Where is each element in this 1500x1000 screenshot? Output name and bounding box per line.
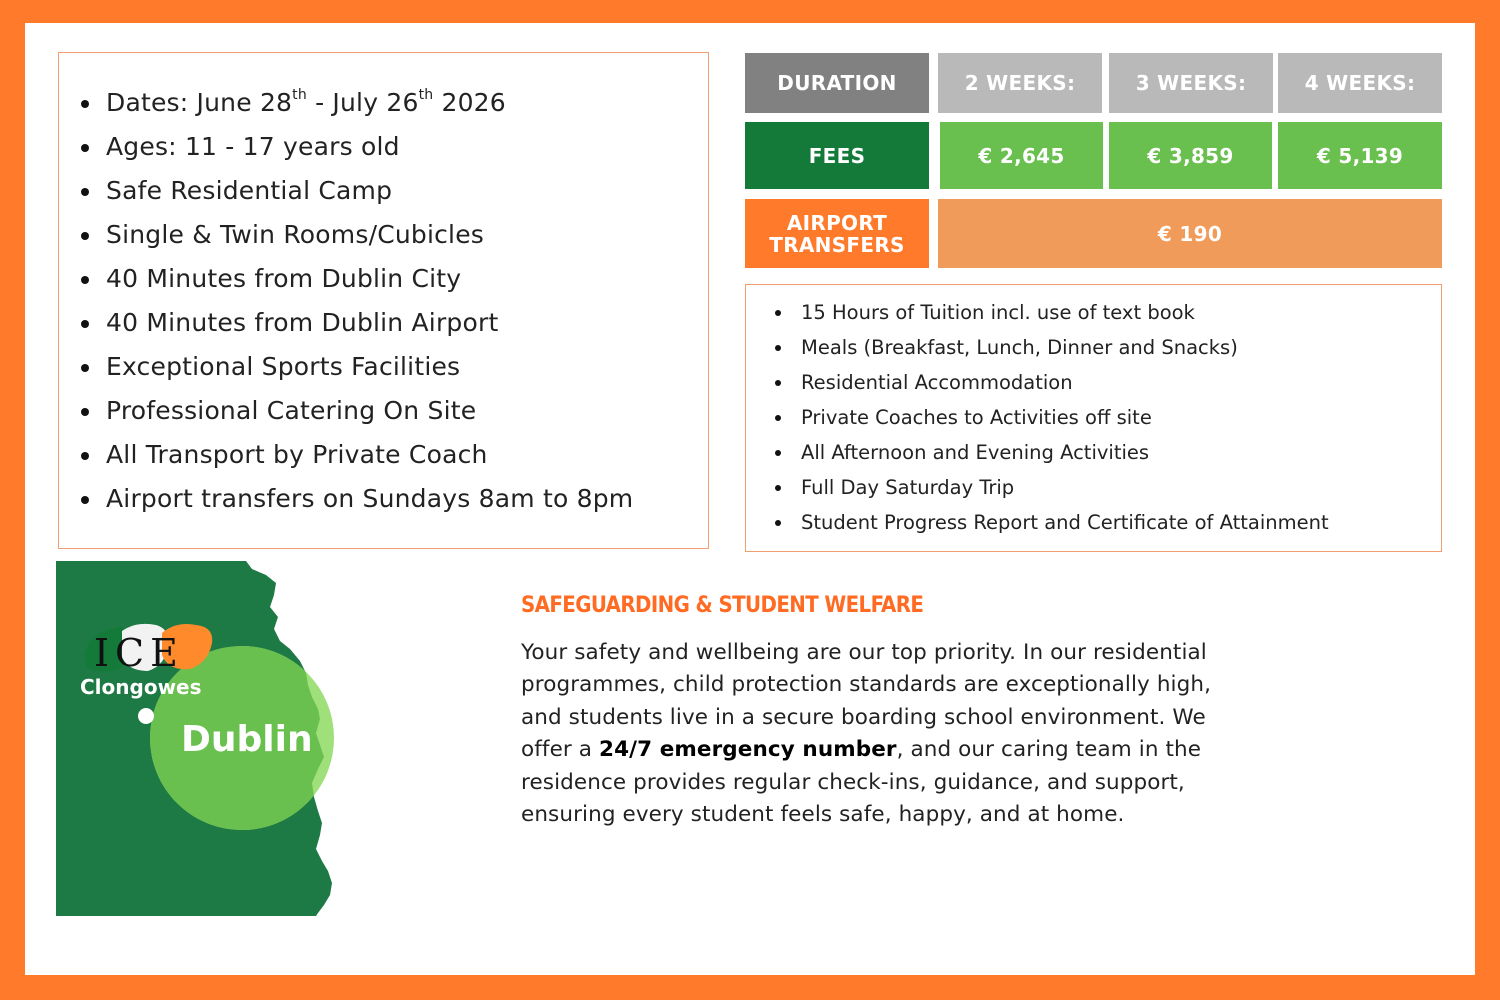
- camp-info-box: [58, 52, 709, 549]
- airport-label-line1: AIRPORT: [786, 210, 888, 235]
- fee-4-weeks: € 5,139: [1278, 122, 1442, 189]
- list-item: Single & Twin Rooms/Cubicles: [79, 213, 633, 257]
- page-card: [25, 23, 1475, 975]
- list-item: 15 Hours of Tuition incl. use of text book: [773, 295, 1329, 330]
- logo-letter-i: I: [94, 631, 116, 675]
- fee-2-weeks: € 2,645: [940, 122, 1103, 189]
- dublin-label: Dublin: [181, 719, 313, 760]
- camp-info-list: [79, 81, 633, 521]
- weeks-3-header: 3 WEEKS:: [1109, 53, 1273, 113]
- emergency-number-emphasis: 24/7 emergency number: [599, 737, 897, 763]
- includes-list: [773, 295, 1329, 540]
- ice-logo: [94, 631, 184, 675]
- safeguarding-text: Your safety and wellbeing are our top priority. In our residential programmes, child protection standards are exceptionally high, and students live in a secure boarding school environment. We offer a 24/7 emergency number, and our caring team in the residence provides regular check-ins, guidance, and support, ensuring every student feels safe, happy, and at home.: [521, 640, 1212, 828]
- list-item: Meals (Breakfast, Lunch, Dinner and Snacks): [773, 330, 1329, 365]
- list-item: Full Day Saturday Trip: [773, 470, 1329, 505]
- weeks-2-header: 2 WEEKS:: [938, 53, 1102, 113]
- clongowes-pin: [138, 708, 154, 724]
- list-item: All Afternoon and Evening Activities: [773, 435, 1329, 470]
- list-item: Private Coaches to Activities off site: [773, 400, 1329, 435]
- list-item: Residential Accommodation: [773, 365, 1329, 400]
- location-map: [56, 561, 346, 916]
- list-item: Safe Residential Camp: [79, 169, 633, 213]
- list-item: 40 Minutes from Dublin Airport: [79, 301, 633, 345]
- list-item: Exceptional Sports Facilities: [79, 345, 633, 389]
- list-item: Airport transfers on Sundays 8am to 8pm: [79, 477, 633, 521]
- list-item-dates: Dates: June 28th - July 26th 2026: [79, 81, 633, 125]
- fees-label: FEES: [745, 122, 929, 189]
- list-item: All Transport by Private Coach: [79, 433, 633, 477]
- fee-3-weeks: € 3,859: [1109, 122, 1272, 189]
- includes-box: [745, 284, 1442, 552]
- weeks-4-header: 4 WEEKS:: [1278, 53, 1442, 113]
- logo-letter-e: E: [150, 631, 184, 675]
- duration-header: DURATION: [745, 53, 929, 113]
- airport-transfer-fee: € 190: [938, 199, 1442, 268]
- airport-transfers-label: [745, 199, 929, 268]
- logo-letter-c: C: [115, 631, 151, 675]
- list-item: 40 Minutes from Dublin City: [79, 257, 633, 301]
- list-item: Ages: 11 - 17 years old: [79, 125, 633, 169]
- safeguarding-title: SAFEGUARDING & STUDENT WELFARE: [521, 593, 924, 618]
- list-item: Professional Catering On Site: [79, 389, 633, 433]
- airport-label-line2: TRANSFERS: [769, 232, 905, 257]
- clongowes-label: Clongowes: [80, 675, 202, 699]
- list-item: Student Progress Report and Certificate of Attainment: [773, 505, 1329, 540]
